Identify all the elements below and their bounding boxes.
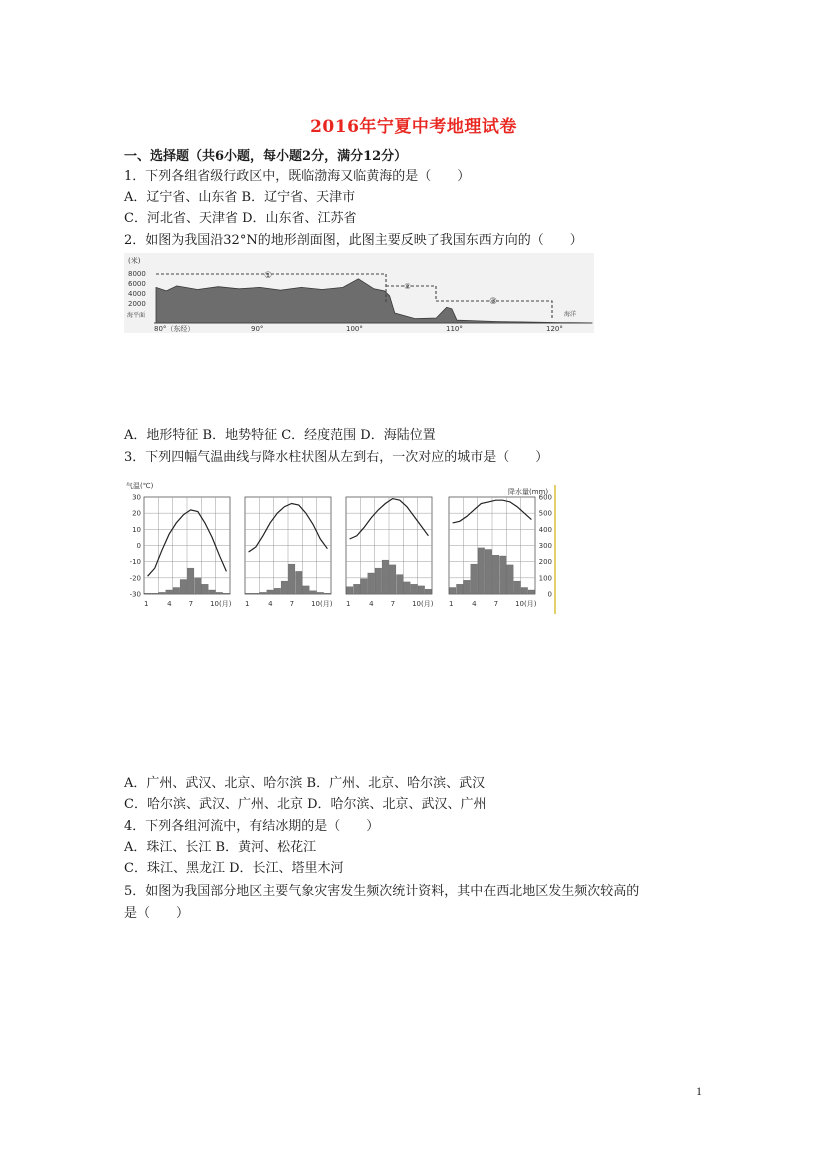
precipitation-bar [303,586,310,594]
precipitation-bar [216,592,223,594]
q5-stem-line1: 5．如图为我国部分地区主要气象灾害发生频次统计资料，其中在西北地区发生频次较高的 [124,884,640,899]
precipitation-bar [159,592,166,594]
temperature-tick-label: 30 [132,493,141,502]
precipitation-bar [478,548,485,594]
month-tick-label: 4 [167,600,172,608]
precipitation-bar [152,593,159,594]
precipitation-tick-label: 400 [538,525,552,534]
precipitation-bar [492,555,499,594]
profile-sea-level-label: 海平面 [127,312,146,319]
month-tick-label: 7 [493,600,499,608]
precipitation-bar [411,584,418,594]
precipitation-bar [324,593,331,594]
month-tick-label: 7 [289,600,295,608]
precipitation-bar [425,589,432,594]
temperature-tick-label: -10 [129,558,141,567]
profile-y-tick: 2000 [128,300,146,308]
month-tick-label: 1 [346,600,351,608]
precipitation-bar [166,590,173,594]
precipitation-bar [514,581,521,594]
precipitation-bar [245,593,252,594]
temperature-tick-label: 10 [132,525,141,534]
precipitation-bar [528,590,535,594]
precipitation-bar [296,571,303,594]
month-tick-label: 7 [390,600,396,608]
profile-y-unit: (米) [128,257,141,265]
precipitation-bar [180,580,187,595]
month-tick-label: 10(月) [210,600,232,608]
precipitation-tick-label: 500 [538,509,552,518]
precipitation-bar [471,564,478,594]
q2-options: A．地形特征 B．地势特征 C．经度范围 D．海陆位置 [124,428,436,443]
precipitation-tick-label: 200 [538,558,552,567]
paper-title: 2016年宁夏中考地理试卷 [310,117,517,137]
precipitation-bar [507,565,514,594]
temperature-tick-label: 0 [136,542,141,550]
month-tick-label: 1 [245,600,250,608]
precipitation-bar [202,584,209,594]
precipitation-bar [346,587,353,594]
q5-stem-line2: 是（ ） [124,906,190,921]
q4-options-cd: C．珠江、黑龙江 D．长江、塔里木河 [124,861,344,876]
profile-x-tick: 80°（东经） [154,325,195,333]
profile-x-tick: 100° [346,325,363,333]
temperature-axis-label: 气温(℃) [126,482,154,490]
precipitation-bar [310,591,317,594]
temperature-tick-label: 20 [132,509,141,518]
precipitation-bar [361,579,368,594]
q4-options-ab: A．珠江、长江 B．黄河、松花江 [124,840,317,855]
terrain-step-1-label: ① [264,271,273,281]
q3-options-cd: C．哈尔滨、武汉、广州、北京 D．哈尔滨、北京、武汉、广州 [124,797,487,812]
climate-panel-2 [245,497,333,608]
precipitation-bar [281,581,288,594]
month-tick-label: 4 [268,600,273,608]
precipitation-bar [187,568,194,594]
precipitation-bar [173,588,180,595]
climate-panel-4 [449,497,537,608]
month-tick-label: 10(月) [412,600,434,608]
temperature-tick-label: -20 [129,574,141,583]
precipitation-bar [317,592,324,594]
terrain-step-3-label: ③ [489,297,498,307]
precipitation-bar [521,588,528,595]
precipitation-bar [253,593,260,594]
profile-y-tick: 6000 [128,280,146,288]
profile-x-tick: 110° [446,325,463,333]
month-tick-label: 4 [472,600,477,608]
q3-options-ab: A．广州、武汉、北京、哈尔滨 B．广州、北京、哈尔滨、武汉 [124,776,486,791]
q1-stem: 1．下列各组省级行政区中，既临渤海又临黄海的是（ ） [124,169,471,184]
precipitation-bar [375,568,382,594]
precipitation-bar [397,575,404,594]
precipitation-tick-label: 300 [538,542,552,550]
precipitation-bar [267,590,274,594]
climate-charts [124,477,558,615]
precipitation-tick-label: 600 [538,493,552,502]
precipitation-bar [404,582,411,594]
month-tick-label: 10(月) [311,600,333,608]
precipitation-axis-label: 降水量(mm) [508,488,549,496]
climate-panel-1 [144,497,232,608]
precipitation-bar [368,573,375,594]
precipitation-bar [449,588,456,595]
precipitation-tick-label: 0 [547,590,552,599]
precipitation-bar [389,565,396,594]
q2-stem: 2．如图为我国沿32°N的地形剖面图，此图主要反映了我国东西方向的（ ） [124,233,583,248]
month-tick-label: 1 [449,600,454,608]
precipitation-bar [418,586,425,594]
precipitation-bar [382,560,389,594]
precipitation-bar [485,550,492,595]
precipitation-bar [209,590,216,594]
precipitation-bar [144,593,151,594]
month-tick-label: 10(月) [515,600,537,608]
temperature-tick-label: -30 [129,590,141,599]
month-tick-label: 1 [144,600,149,608]
sea-label: 海洋 [564,311,577,318]
terrain-profile-chart [124,253,594,333]
q4-stem: 4．下列各组河流中，有结冰期的是（ ） [124,819,380,834]
profile-x-tick: 90° [251,325,264,333]
precipitation-bar [274,588,281,594]
q1-options-cd: C．河北省、天津省 D．山东省、江苏省 [124,211,357,226]
q1-options-ab: A．辽宁省、山东省 B．辽宁省、天津市 [124,190,356,205]
page-number: 1 [696,1084,702,1098]
precipitation-bar [223,593,230,594]
climate-panel-3 [346,497,434,608]
profile-y-tick: 4000 [128,290,146,298]
precipitation-bar [288,564,295,594]
month-tick-label: 4 [369,600,374,608]
precipitation-bar [500,556,507,594]
terrain-step-2-label: ② [404,282,412,291]
profile-y-tick: 8000 [128,270,146,278]
precipitation-bar [457,584,464,594]
precipitation-bar [260,592,267,594]
precipitation-bar [464,580,471,594]
profile-x-tick: 120° [546,325,563,333]
section-heading: 一、选择题（共6小题，每小题2分，满分12分） [124,149,408,164]
month-tick-label: 7 [188,600,194,608]
precipitation-bar [195,578,202,594]
precipitation-bar [354,584,361,594]
q3-stem: 3．下列四幅气温曲线与降水柱状图从左到右，一次对应的城市是（ ） [124,450,549,465]
precipitation-tick-label: 100 [538,574,552,583]
